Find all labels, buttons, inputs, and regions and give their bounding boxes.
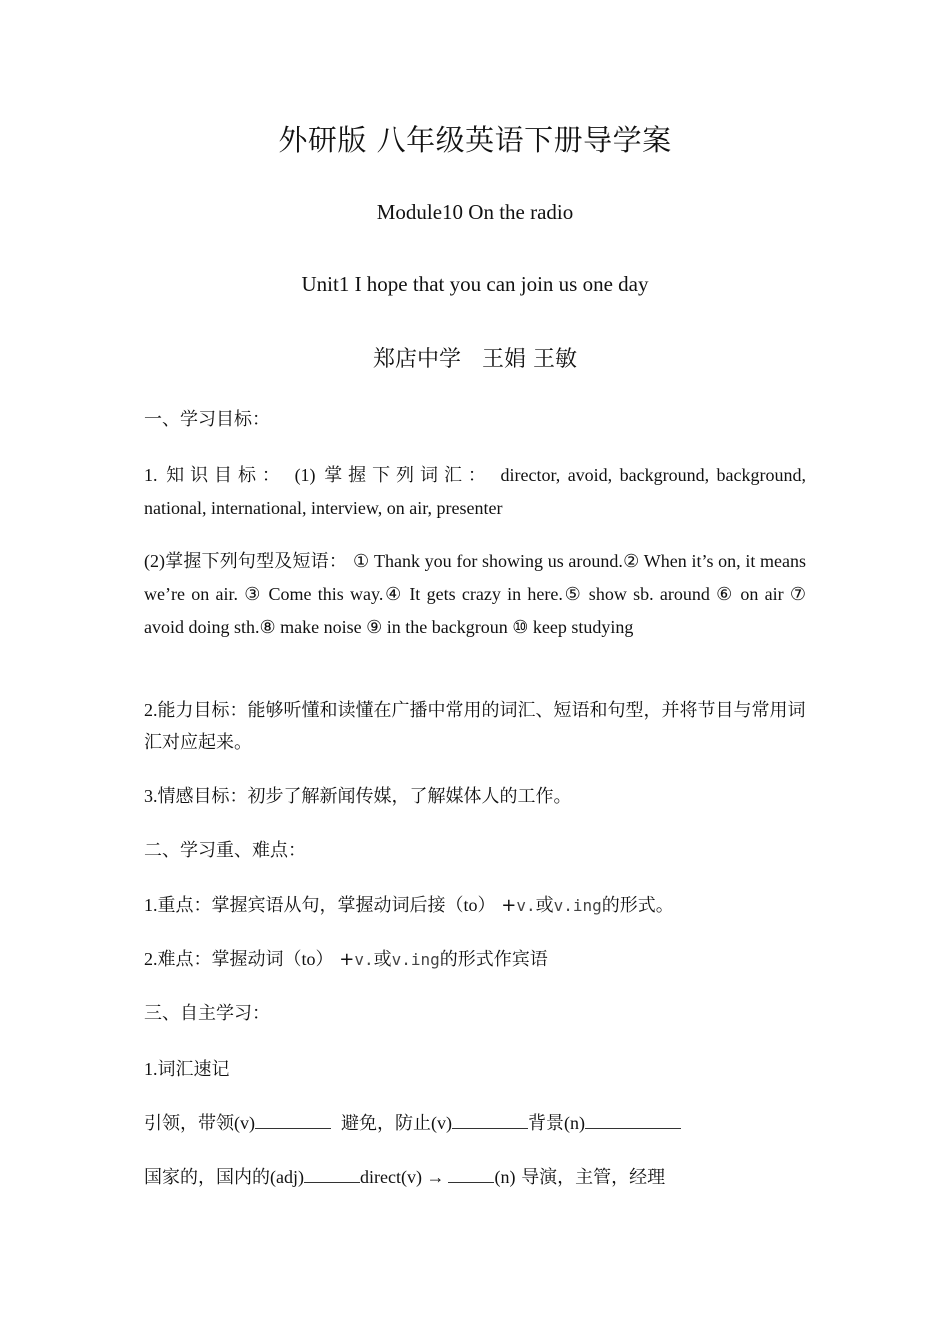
item-text: 或 — [535, 895, 554, 916]
vocab-meaning: 导演，主管，经理 — [521, 1167, 666, 1188]
item-text: 情感目标：初步了解新闻传媒，了解媒体人的工作。 — [157, 786, 572, 807]
item-number: 1. — [144, 1059, 158, 1079]
item-text: ） + — [477, 895, 517, 916]
item-text: v. — [516, 896, 536, 915]
author-name: 王敏 — [533, 347, 578, 372]
author-name: 王娟 — [481, 347, 526, 372]
vocab-prompt: direct(v) → — [359, 1167, 445, 1187]
vocab-line-2 — [144, 1161, 806, 1194]
sub-number: (1) — [294, 465, 316, 485]
vocabulary-list: director, avoid, background, background, national, international, interview, on air, presenter — [144, 465, 807, 518]
item-text: v. — [354, 950, 374, 969]
vocab-prompt: 背景 — [528, 1113, 564, 1134]
item-text: ） + — [315, 949, 355, 970]
vocab-prompt: 避免，防止 — [341, 1113, 431, 1134]
item-text: 的形式。 — [601, 895, 674, 916]
item-text: to — [301, 949, 316, 969]
school-name: 郑店中学 — [372, 347, 461, 372]
item-number: 2. — [144, 949, 158, 969]
answer-blank[interactable] — [452, 1110, 528, 1129]
document-title: 外研版 八年级英语下册导学案 — [278, 123, 672, 157]
authors-line — [0, 342, 950, 373]
emotion-objective — [144, 780, 806, 813]
item-text: to — [463, 895, 478, 915]
knowledge-objective — [144, 459, 806, 525]
item-text: v.ing — [553, 896, 602, 915]
item-text: 难点：掌握动词（ — [157, 949, 302, 970]
item-text: 或 — [373, 949, 392, 970]
section-heading: 一、学习目标： — [144, 409, 270, 430]
item-label: 词汇速记 — [157, 1059, 230, 1080]
answer-blank[interactable] — [585, 1110, 681, 1129]
phrases-objective — [144, 545, 806, 644]
item-text: v.ing — [391, 950, 440, 969]
ability-objective — [144, 694, 806, 759]
vocab-subheading — [144, 1053, 806, 1086]
sub-number: (2) — [144, 551, 165, 571]
item-label: 知识目标： — [166, 465, 286, 486]
answer-blank[interactable] — [304, 1164, 360, 1183]
section-heading: 三、自主学习： — [144, 1003, 270, 1024]
vocab-prompt: 国家的，国内的 — [144, 1167, 270, 1188]
phrase-list: ① Thank you for showing us around.② When it’s on, it means we’re on air. ③ Come this way.④ It gets crazy in here.⑤ show sb. around ⑥ on air ⑦ avoid doing sth.⑧ make noise ⑨ in the backgroun ⑩ keep studying — [144, 551, 806, 637]
answer-blank[interactable] — [255, 1110, 331, 1129]
item-number: 1. — [144, 895, 158, 915]
item-number: 3. — [144, 786, 158, 806]
answer-blank[interactable] — [448, 1164, 494, 1183]
vocab-prompt: 引领，带领 — [144, 1113, 234, 1134]
item-number: 1. — [144, 465, 158, 485]
part-of-speech: (v) — [234, 1113, 255, 1133]
part-of-speech: (v) — [431, 1113, 452, 1133]
section-heading: 二、学习重、难点： — [144, 840, 306, 861]
sub-label: 掌握下列句型及短语： — [165, 551, 348, 572]
item-number: 2. — [144, 700, 158, 720]
item-text: 能力目标：能够听懂和读懂在广播中常用的词汇、短语和句型，并将节目与常用词汇对应起来。 — [144, 700, 806, 753]
vocab-line-1 — [144, 1107, 806, 1140]
part-of-speech: (n) — [564, 1113, 585, 1133]
difficult-point — [144, 943, 806, 976]
part-of-speech: (adj) — [270, 1167, 304, 1187]
part-of-speech: (n) — [494, 1167, 516, 1187]
unit-title: Unit1 I hope that you can join us one day — [301, 272, 649, 296]
item-text: 的形式作宾语 — [439, 949, 548, 970]
module-title: Module10 On the radio — [376, 200, 574, 224]
item-text: 重点：掌握宾语从句，掌握动词后接（ — [157, 895, 464, 916]
key-point — [144, 889, 806, 922]
sub-label: 掌握下列词汇： — [324, 465, 492, 486]
